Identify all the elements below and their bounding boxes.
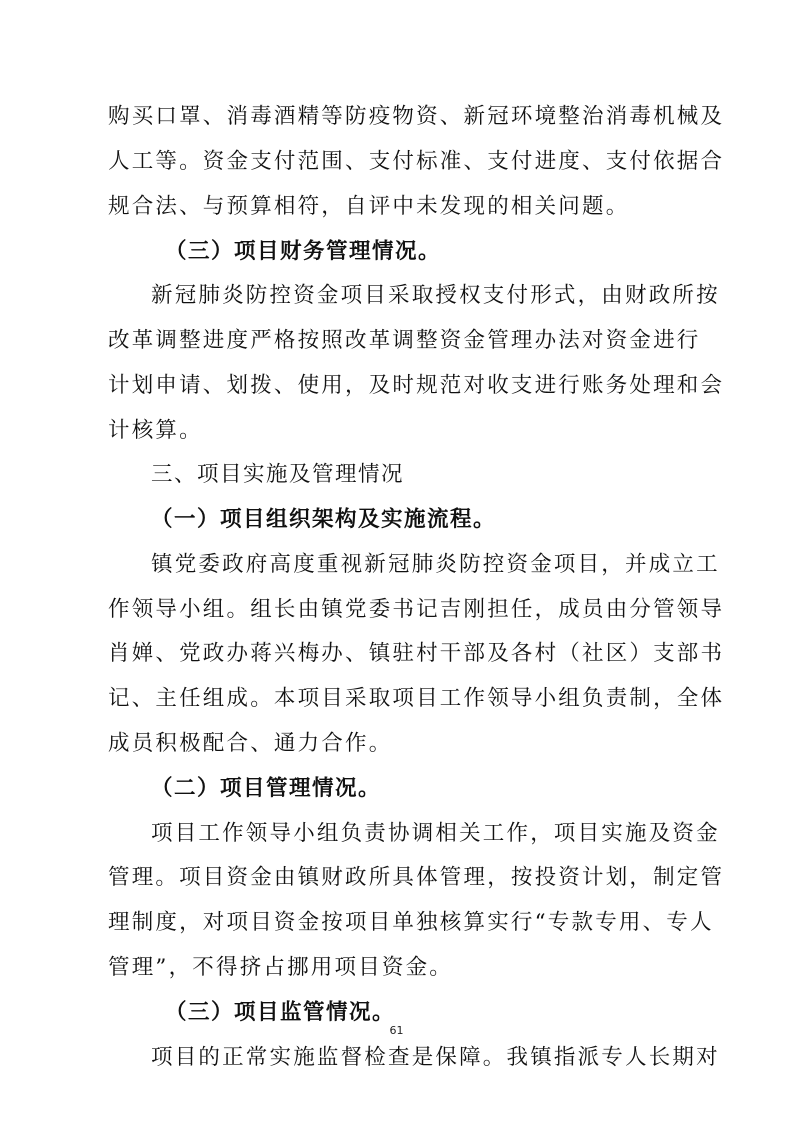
body-text-line: 镇党委政府高度重视新冠肺炎防控资金项目，并成立工	[151, 552, 720, 577]
section-heading: 三、项目实施及管理情况	[151, 462, 405, 487]
body-text-line: 管理”，不得挤占挪用项目资金。	[108, 955, 453, 980]
body-text-line: 作领导小组。组长由镇党委书记吉刚担任，成员由分管领导	[108, 597, 725, 622]
body-text-line: 项目的正常实施监督检查是保障。我镇指派专人长期对	[151, 1045, 720, 1070]
subsection-heading: （一）项目组织架构及实施流程。	[151, 507, 497, 532]
body-text-line: 规合法、与预算相符，自评中未发现的相关问题。	[108, 194, 630, 219]
subsection-heading: （三）项目财务管理情况。	[165, 239, 442, 264]
body-text-line: 计核算。	[108, 418, 203, 443]
page-number: 61	[389, 1024, 404, 1037]
body-text-line: 项目工作领导小组负责协调相关工作，项目实施及资金	[151, 821, 720, 846]
body-text-line: 肖婵、党政办蒋兴梅办、镇驻村干部及各村（社区）支部书	[108, 641, 725, 666]
body-text-line: 人工等。资金支付范围、支付标准、支付进度、支付依据合	[108, 149, 725, 174]
body-text-line: 购买口罩、消毒酒精等防疫物资、新冠环境整治消毒机械及	[108, 104, 725, 129]
body-text-line: 计划申请、划拨、使用，及时规范对收支进行账务处理和会	[108, 373, 725, 398]
subsection-heading: （三）项目监管情况。	[165, 1000, 396, 1025]
body-text-line: 新冠肺炎防控资金项目采取授权支付形式，由财政所按	[151, 283, 720, 308]
body-text-line: 管理。项目资金由镇财政所具体管理，按投资计划，制定管	[108, 865, 725, 890]
body-text-line: 记、主任组成。本项目采取项目工作领导小组负责制，全体	[108, 686, 725, 711]
body-text-line: 改革调整进度严格按照改革调整资金管理办法对资金进行	[108, 328, 701, 353]
body-text-line: 理制度，对项目资金按项目单独核算实行“专款专用、专人	[108, 910, 714, 935]
subsection-heading: （二）项目管理情况。	[151, 776, 382, 801]
body-text-line: 成员积极配合、通力合作。	[108, 731, 393, 756]
